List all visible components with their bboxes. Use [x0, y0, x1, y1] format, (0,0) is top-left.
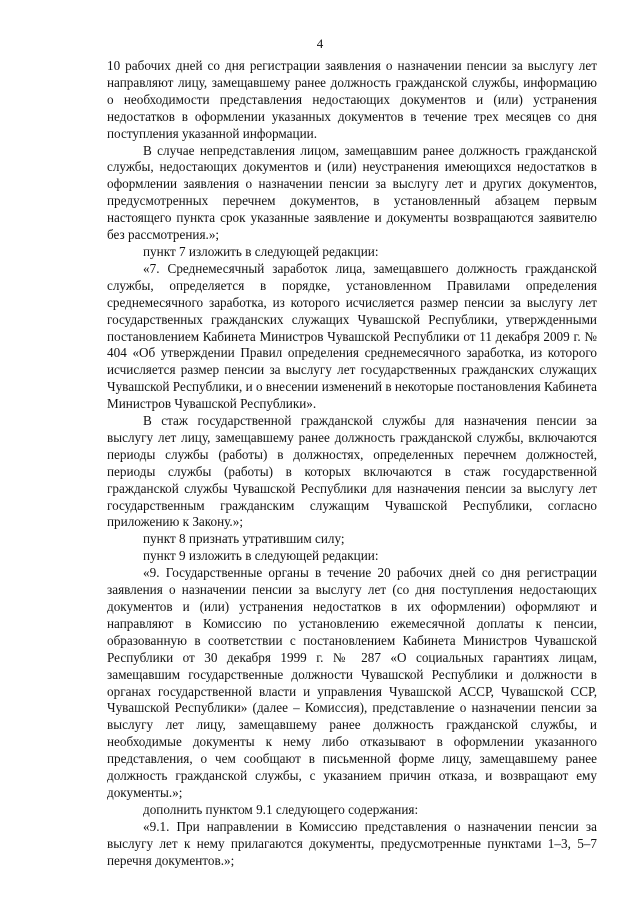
- page-number: 4: [316, 36, 324, 51]
- paragraph-point-9-instruction: пункт 9 изложить в следующей редакции:: [143, 548, 379, 564]
- paragraph-continuation: 10 рабочих дней со дня регистрации заявления о назначении пенсии за выслугу лет направляют лицу, замещавшему ранее должность гражданской службы, информацию о необходимости представления недостающих документов и (или) устранения недостатков в оформлении указанных документов в течение трех месяцев со дня поступления указанной информации.: [107, 58, 597, 141]
- paragraph-point-9-text: «9. Государственные органы в течение 20 рабочих дней со дня регистрации заявления о назначении пенсии за выслугу лет (со дня поступления недостающих документов и (или) устранения недостатков в их оформлении) оформляют и направляют в Комиссию по установлению ежемесячной доплаты к пенсии, образованную в соответствии с постановлением Кабинета Министров Чувашской Республики от 30 декабря 1999 г. № 287 «О социальных гарантиях лицам, замещавшим государственные должности Чувашской Республики и должности в органах государственной власти и управления Чувашской АССР, Чувашской ССР, Чувашской Республики» (далее – Комиссия), представление о назначении пенсии за выслугу лет лицу, замещавшему ранее должность гражданской службы, и необходимые документы к нему либо отказывают в оформлении указанного представления, о чем сообщают в письменной форме лицу, замещавшему ранее должность гражданской службы, с указанием причин отказа, и возвращают ему документы.»;: [107, 565, 597, 800]
- paragraph-point-7-text: «7. Среднемесячный заработок лица, замещавшего должность гражданской службы, определяется в порядке, установленном Правилами определения среднемесячного заработка, из которого исчисляется размер пенсии за выслугу лет государственных гражданских служащих Чувашской Республики, утвержденными постановлением Кабинета Министров Чувашской Республики от 11 декабря 2009 г. № 404 «Об утверждении Правил определения среднемесячного заработка, из которого исчисляется размер пенсии за выслугу лет государственных гражданских служащих Чувашской Республики, и о внесении изменений в некоторые постановления Кабинета Министров Чувашской Республики».: [107, 260, 597, 412]
- paragraph-point-9-1-instruction: дополнить пунктом 9.1 следующего содержания:: [143, 801, 419, 817]
- paragraph-return-without-review: В случае непредставления лицом, замещавшим ранее должность гражданской службы, недостающих документов и (или) неустранения имеющихся недостатков в оформлении заявления о назначении пенсии за выслугу лет и других документов, предусмотренных перечнем документов, в установленный абзацем первым настоящего пункта срок указанные заявление и документы возвращаются заявителю без рассмотрения.»;: [107, 142, 597, 243]
- paragraph-point-7-instruction: пункт 7 изложить в следующей редакции:: [143, 243, 379, 259]
- paragraph-point-8-void: пункт 8 признать утратившим силу;: [143, 531, 345, 547]
- paragraph-service-length: В стаж государственной гражданской службы для назначения пенсии за выслугу лет лицу, замещавшему ранее должность гражданской службы, включаются периоды службы (работы) в должностях, определенных перечнем должностей, периоды службы (работы) в которых включаются в стаж государственной гражданской службы Чувашской Республики для назначения пенсии за выслугу лет государственным гражданским служащим Чувашской Республики, согласно приложению к Закону.»;: [107, 413, 597, 530]
- document-body: [107, 58, 597, 870]
- paragraph-point-9-1-text: «9.1. При направлении в Комиссию представления о назначении пенсии за выслугу лет к нему прилагаются документы, предусмотренные пунктами 1–3, 5–7 перечня документов.»;: [107, 818, 597, 868]
